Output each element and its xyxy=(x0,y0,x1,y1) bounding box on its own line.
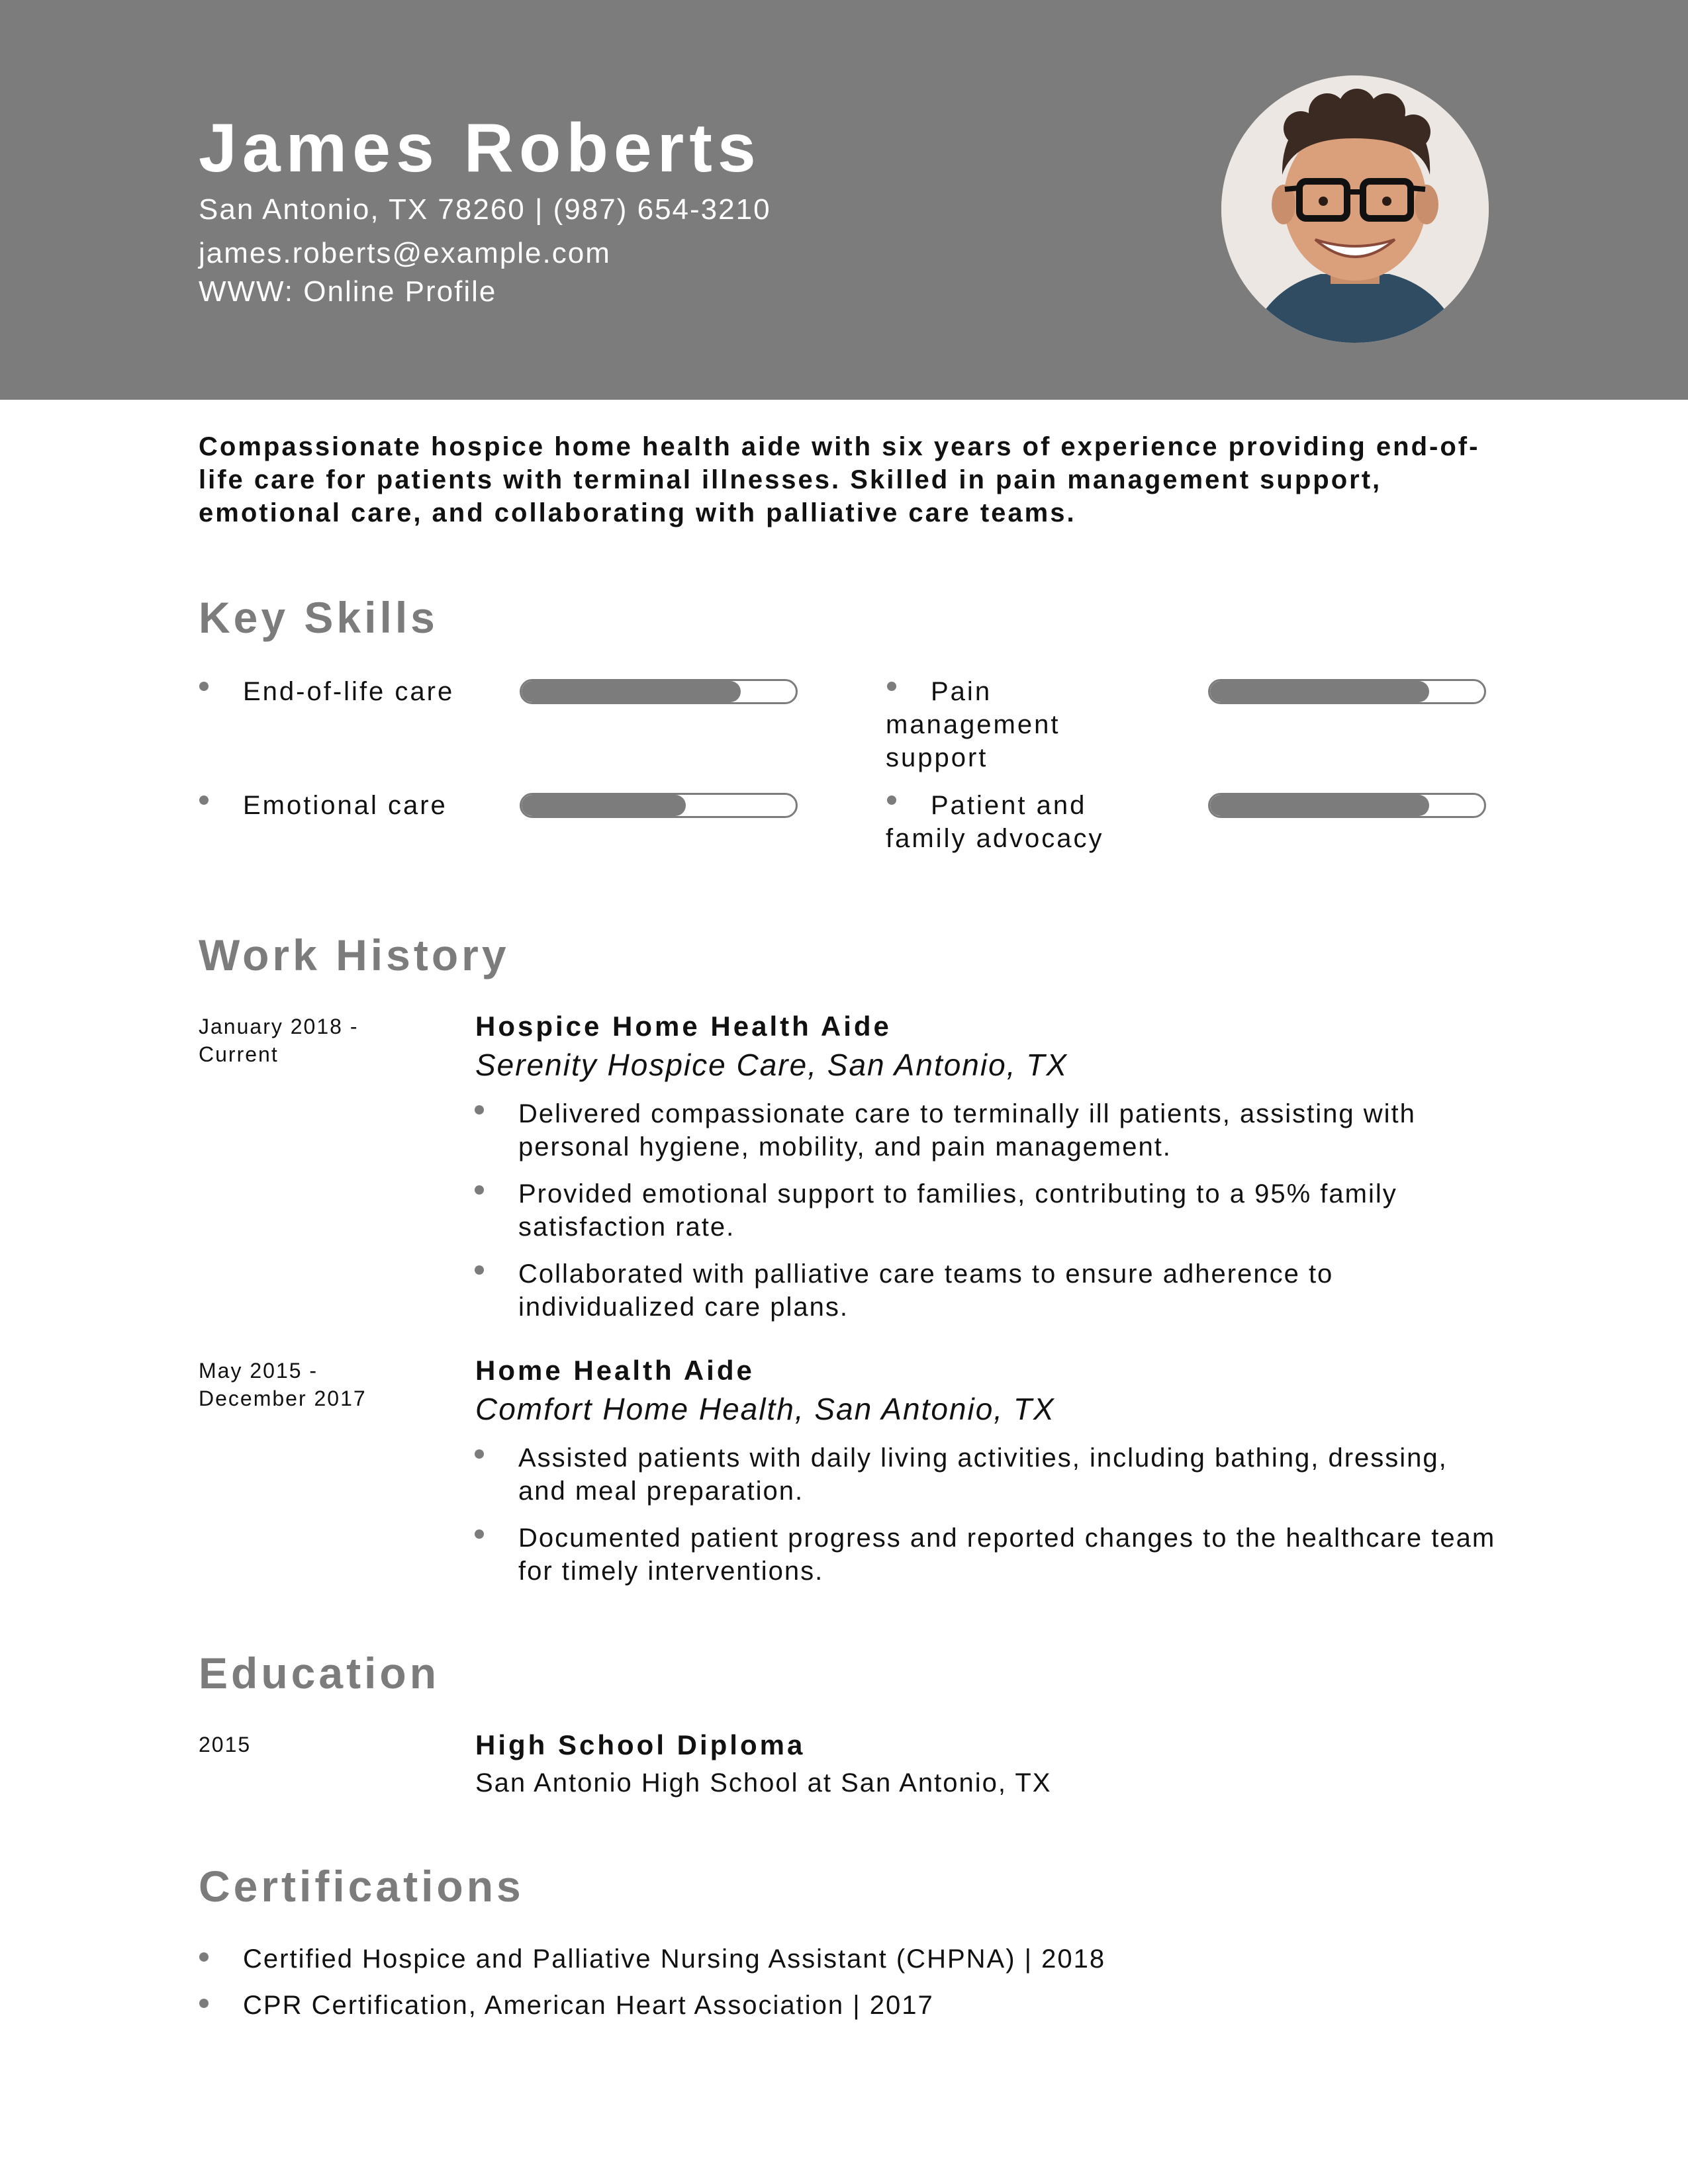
skills-section-title: Key Skills xyxy=(199,593,438,642)
skill-level-fill xyxy=(1210,681,1429,702)
education-degree: High School Diploma xyxy=(475,1729,806,1760)
bullet-icon xyxy=(199,1952,209,1962)
job-company: Serenity Hospice Care, San Antonio, TX xyxy=(475,1048,1068,1082)
skill-level-bar xyxy=(1208,793,1486,818)
job-date-end: Current xyxy=(199,1042,279,1066)
header-band xyxy=(0,0,1688,400)
website-link[interactable]: WWW: Online Profile xyxy=(199,275,497,308)
email-link[interactable]: james.roberts@example.com xyxy=(199,237,611,269)
job-date-end: December 2017 xyxy=(199,1387,367,1410)
bullet-icon xyxy=(475,1529,484,1539)
certification-item: Certified Hospice and Palliative Nursing Assistant (CHPNA) | 2018 xyxy=(243,1944,1106,1974)
skill-level-bar xyxy=(1208,679,1486,704)
education-school: San Antonio High School at San Antonio, TX xyxy=(475,1768,1052,1797)
candidate-name: James Roberts xyxy=(199,110,761,187)
skill-label: Patient and family advocacy xyxy=(886,791,1104,853)
job-title: Home Health Aide xyxy=(475,1355,755,1386)
location-phone: San Antonio, TX 78260 | (987) 654-3210 xyxy=(199,193,771,226)
job-date-start: January 2018 - xyxy=(199,1015,359,1038)
skill-level-bar xyxy=(520,793,798,818)
skill-label: Emotional care xyxy=(243,791,447,820)
bullet-icon xyxy=(199,796,209,805)
job-bullet: Delivered compassionate care to terminally ill patients, assisting with personal hygiene, mobility, and pain management. xyxy=(518,1099,1416,1161)
bullet-icon xyxy=(475,1449,484,1459)
job-bullet: Provided emotional support to families, contributing to a 95% family satisfaction rate. xyxy=(518,1179,1397,1242)
skill-level-fill xyxy=(1210,795,1429,816)
work-section-title: Work History xyxy=(199,931,510,979)
certification-item: CPR Certification, American Heart Association | 2017 xyxy=(243,1991,934,2020)
bullet-icon xyxy=(475,1105,484,1115)
skill-level-fill xyxy=(522,681,741,702)
skill-label: Pain management support xyxy=(886,677,1060,772)
education-year: 2015 xyxy=(199,1733,252,1756)
professional-summary: Compassionate hospice home health aide with six years of experience providing end-of-life care for patients with terminal illnesses. Skilled in pain management support, emotional care, and collaborating with palliative care teams. xyxy=(199,432,1480,527)
job-company: Comfort Home Health, San Antonio, TX xyxy=(475,1392,1055,1426)
skill-level-bar xyxy=(520,679,798,704)
bullet-icon xyxy=(475,1185,484,1195)
skill-level-fill xyxy=(522,795,686,816)
job-bullet: Documented patient progress and reported changes to the healthcare team for timely interventions. xyxy=(518,1524,1496,1586)
education-section-title: Education xyxy=(199,1649,440,1698)
job-title: Hospice Home Health Aide xyxy=(475,1011,892,1042)
job-date xyxy=(199,1013,358,1068)
skill-label: End-of-life care xyxy=(243,677,455,706)
job-bullet: Assisted patients with daily living activities, including bathing, dressing, and meal preparation. xyxy=(518,1443,1448,1506)
job-date-start: May 2015 - xyxy=(199,1359,318,1383)
bullet-icon xyxy=(199,1999,209,2008)
bullet-icon xyxy=(475,1265,484,1275)
job-bullet: Collaborated with palliative care teams to ensure adherence to individualized care plans. xyxy=(518,1259,1334,1322)
certifications-section-title: Certifications xyxy=(199,1862,524,1911)
profile-photo xyxy=(1221,75,1489,343)
bullet-icon xyxy=(199,682,209,691)
job-date xyxy=(199,1357,367,1412)
